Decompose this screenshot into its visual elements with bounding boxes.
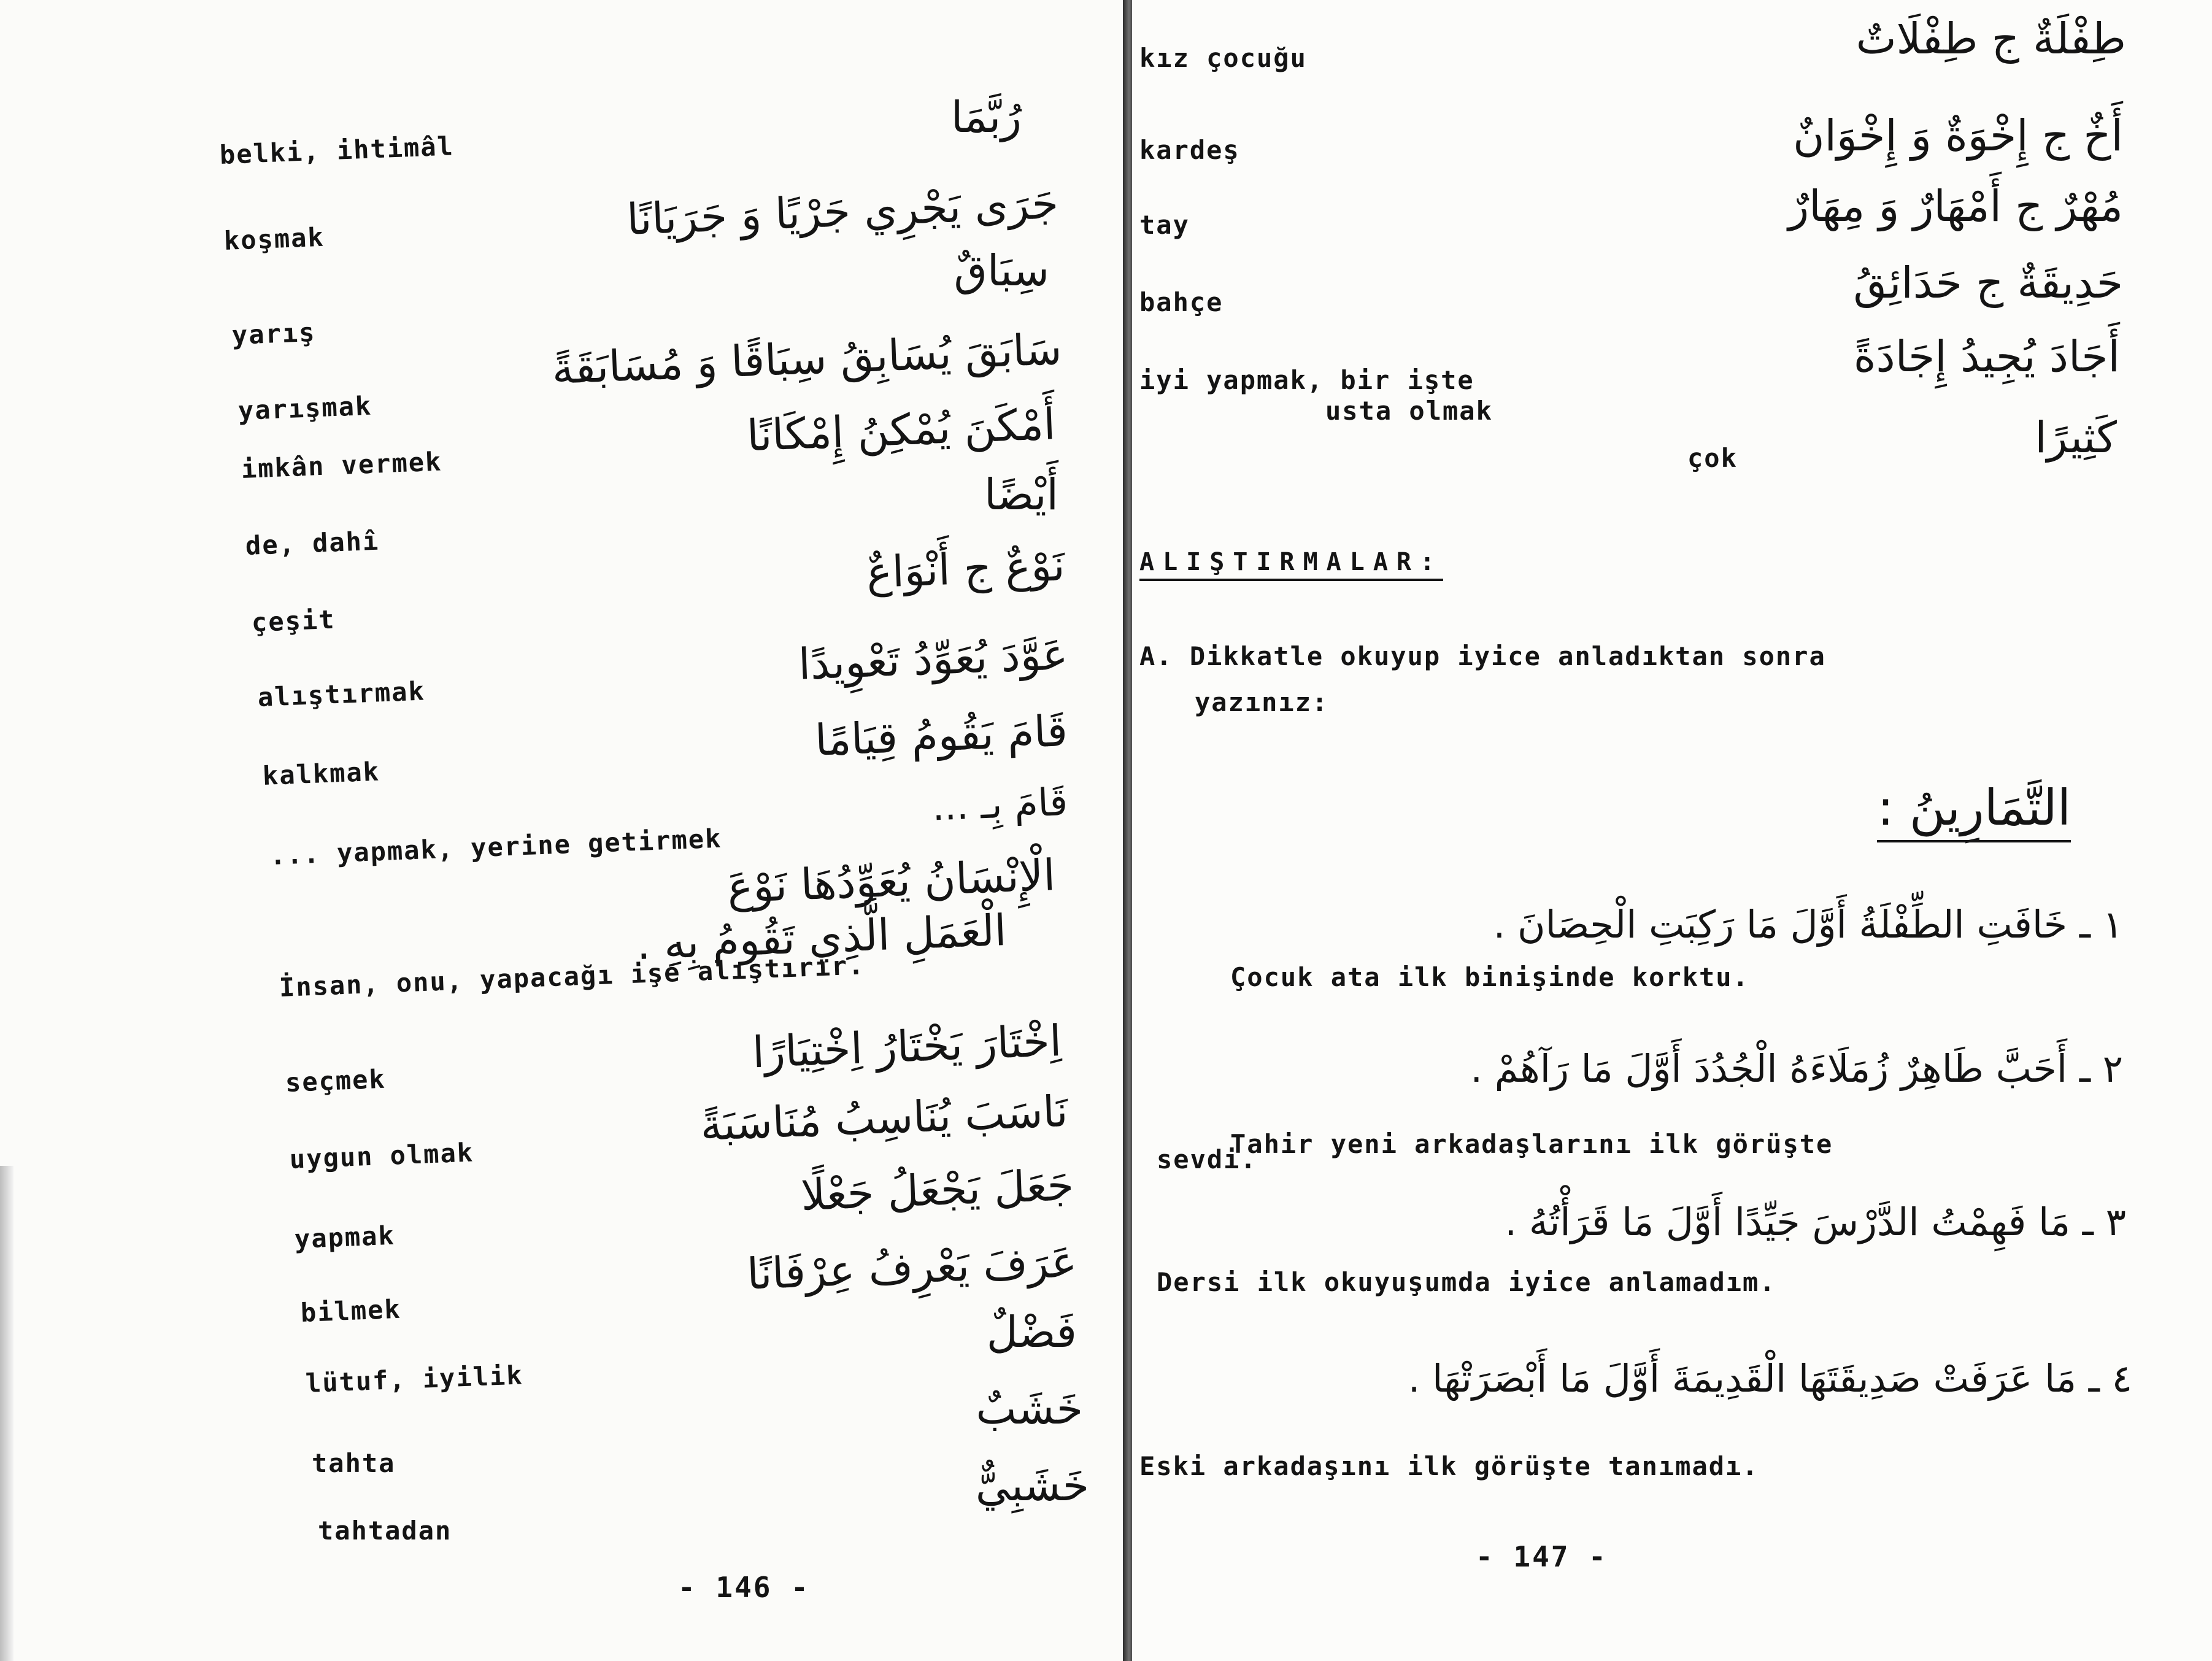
arabic-entry: كَثِيرًا (2035, 412, 2117, 463)
exercise-translation-wrap: sevdi. (1157, 1144, 1257, 1174)
exercise-arabic: ٣ ـ مَا فَهِمْتُ الدَّرْسَ جَيِّدًا أَوَّلَ مَا قَرَأْتُهُ . (1505, 1200, 2126, 1244)
arabic-entry: مُهْرٌ ج أَمْهَارٌ وَ مِهَارٌ (1788, 181, 2123, 231)
translation-entry: kardeş (1139, 135, 1240, 165)
translation-entry: alıştırmak (257, 676, 426, 712)
exercise-arabic: ٤ ـ مَا عَرَفَتْ صَدِيقَتَهَا الْقَدِيمَةَ أَوَّلَ مَا أَبْصَرَتْهَا . (1408, 1356, 2132, 1401)
example-arabic-line-2: الْعَمَلِ الَّذِي تَقُومُ بِهِ . (635, 905, 1008, 970)
arabic-entry: طِفْلَةٌ ج طِفْلَاتٌ (1856, 13, 2126, 64)
translation-entry: koşmak (223, 222, 325, 256)
arabic-entry: سِبَاقٌ (954, 245, 1049, 296)
arabic-entry: اِخْتَارَ يَخْتَارُ اِخْتِيَارًا (751, 1015, 1063, 1078)
translation-entry: bahçe (1139, 287, 1224, 317)
translation-entry-continued: usta olmak (1325, 396, 1493, 426)
translation-entry: çok (1687, 443, 1738, 473)
arabic-entry: جَعَلَ يَجْعَلُ جَعْلًا (800, 1160, 1075, 1221)
translation-entry: bilmek (300, 1293, 402, 1328)
arabic-entry: خَشَبِيٌّ (975, 1460, 1089, 1511)
right-page (1132, 0, 2212, 1661)
page-number: - 146 - (678, 1571, 810, 1604)
exercise-title: التَّمَارِينُ : (1877, 779, 2071, 842)
translation-entry: de, dahî (245, 525, 380, 561)
arabic-entry: عَرَفَ يَعْرِفُ عِرْفَانًا (746, 1236, 1078, 1300)
translation-entry: yarışmak (237, 390, 373, 426)
arabic-entry: رُبَّمَا (950, 92, 1022, 142)
translation-entry: kalkmak (262, 756, 380, 791)
arabic-entry: قَامَ يَقُومُ قِيَامًا (814, 706, 1069, 766)
exercise-translation: Eski arkadaşını ilk görüşte tanımadı. (1139, 1451, 1759, 1481)
instruction-line-1: A. Dikkatle okuyup iyice anladıktan sonra (1139, 641, 1826, 671)
exercises-heading: ALIŞTIRMALAR: (1139, 548, 1443, 581)
page-number: - 147 - (1476, 1540, 1608, 1573)
arabic-entry: سَابَقَ يُسَابِقُ سِبَاقًا وَ مُسَابَقَةً (550, 324, 1063, 394)
translation-entry: seçmek (285, 1063, 387, 1098)
arabic-entry: أَخٌ ج إِخْوَةٌ وَ إِخْوَانٌ (1793, 110, 2123, 161)
translation-entry: belki, ihtimâl (219, 131, 455, 170)
arabic-entry: جَرَى يَجْرِي جَرْيًا وَ جَرَيَانًا (626, 178, 1060, 245)
translation-entry: tahtadan (318, 1516, 452, 1546)
arabic-entry: أَيْضًا (984, 469, 1058, 520)
translation-entry: iyi yapmak, bir işte (1139, 365, 1474, 395)
translation-entry: tahta (312, 1448, 396, 1478)
arabic-entry: عَوَّدَ يُعَوِّدُ تَعْوِيدًا (797, 629, 1069, 690)
translation-entry: kız çocuğu (1139, 43, 1307, 73)
exercise-arabic: ١ ـ خَافَتِ الطِّفْلَةُ أَوَّلَ مَا رَكِبَتِ الْحِصَانَ . (1493, 902, 2123, 947)
exercise-arabic: ٢ ـ أَحَبَّ طَاهِرٌ زُمَلَاءَهُ الْجُدُدَ أَوَّلَ مَا رَآهُمْ . (1470, 1046, 2123, 1091)
translation-entry: uygun olmak (289, 1137, 474, 1174)
example-arabic-line-1: الْإِنْسَانُ يُعَوِّدُهَا نَوْعَ (726, 850, 1057, 913)
translation-entry: ... yapmak, yerine getirmek (269, 823, 723, 871)
arabic-entry: أَمْكَنَ يُمْكِنُ إِمْكَانًا (746, 399, 1057, 461)
translation-entry: tay (1139, 210, 1190, 240)
arabic-entry: أَجَادَ يُجِيدُ إِجَادَةً (1853, 331, 2120, 382)
instruction-line-2: yazınız: (1195, 687, 1329, 717)
arabic-entry: قَامَ بِـ ... (931, 779, 1069, 830)
page-edge-shadow (0, 1166, 13, 1661)
translation-entry: çeşit (251, 604, 336, 638)
exercise-translation: Dersi ilk okuyuşumda iyice anlamadım. (1157, 1267, 1776, 1297)
arabic-entry: خَشَبٌ (976, 1384, 1083, 1434)
translation-entry: yapmak (294, 1220, 396, 1254)
translation-entry: lütuf, iyilik (305, 1360, 524, 1398)
arabic-entry: حَدِيقَةٌ ج حَدَائِقُ (1853, 258, 2123, 308)
arabic-entry: نَوْعٌ ج أَنْوَاعٌ (865, 540, 1066, 598)
exercise-translation: Tahir yeni arkadaşlarını ilk görüşte (1230, 1129, 1833, 1159)
arabic-entry: فَضْلٌ (986, 1307, 1077, 1357)
translation-entry: yarış (231, 317, 317, 350)
exercise-translation: Çocuk ata ilk binişinde korktu. (1230, 962, 1749, 992)
example-translation: İnsan, onu, yapacağı işe alıştırır. (279, 950, 866, 1003)
arabic-entry: نَاسَبَ يُنَاسِبُ مُنَاسَبَةً (699, 1086, 1069, 1150)
translation-entry: imkân vermek (241, 446, 443, 484)
